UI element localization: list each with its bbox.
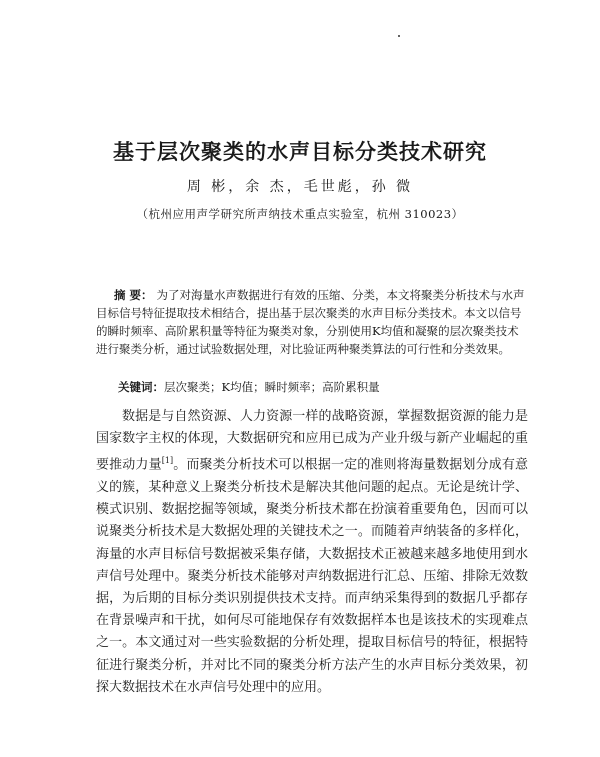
citation-ref: [1] bbox=[161, 456, 174, 466]
paper-title: 基于层次聚类的水声目标分类技术研究 bbox=[113, 139, 487, 164]
body-paragraph bbox=[96, 406, 528, 699]
paper-authors: 周 彬，余 杰，毛世彪，孙 微 bbox=[186, 179, 414, 195]
scan-speck bbox=[398, 35, 400, 37]
body-text-part-2: 。而聚类分析技术可以根据一定的准则将海量数据划分成有意义的簇，某种意义上聚类分析技术是解决其他问题的起点。无论是统计学、模式识别、数据挖掘等领域，聚类分析技术都在扮演着重要角色，因而可以说聚类分析技术是大数据处理的关键技术之一。而随着声纳装备的多样化，海量的水声目标信号数据被采集存储，大数据技术正被越来越多地使用到水声信号处理中。聚类分析技术能够对声纳数据进行汇总、压缩、排除无效数据，为后期的目标分类识别提供技术支持。而声纳采集得到的数据几乎都存在背景噪声和干扰，如何尽可能地保存有效数据样本也是该技术的实现难点之一。本文通过对一些实验数据的分析处理，提取目标信号的特征，根据特征进行聚类分析，并对比不同的聚类分析方法产生的水声目标分类效果，初探大数据技术在水声信号处理中的应用。 bbox=[96, 457, 528, 695]
keywords bbox=[96, 378, 526, 396]
abstract bbox=[96, 286, 526, 358]
abstract-text: 为了对海量水声数据进行有效的压缩、分类，本文将聚类分析技术与水声目标信号特征提取技术相结合，提出基于层次聚类的水声目标分类技术。本文以信号的瞬时频率、高阶累积量等特征为聚类对象，分别使用K均值和凝聚的层次聚类技术进行聚类分析，通过试验数据处理，对比验证两种聚类算法的可行性和分类效果。 bbox=[96, 288, 525, 356]
paper-affiliation: （杭州应用声学研究所声纳技术重点实验室，杭州 310023） bbox=[136, 207, 464, 221]
keywords-label: 关键词： bbox=[118, 380, 164, 394]
abstract-label: 摘 要： bbox=[114, 288, 153, 302]
keywords-text: 层次聚类；K均值；瞬时频率；高阶累积量 bbox=[164, 380, 380, 394]
body-text-part-1: 数据是与自然资源、人力资源一样的战略资源，掌握数据资源的能力是国家数字主权的体现，大数据研究和应用已成为产业升级与新产业崛起的重要推动力量 bbox=[96, 409, 528, 473]
